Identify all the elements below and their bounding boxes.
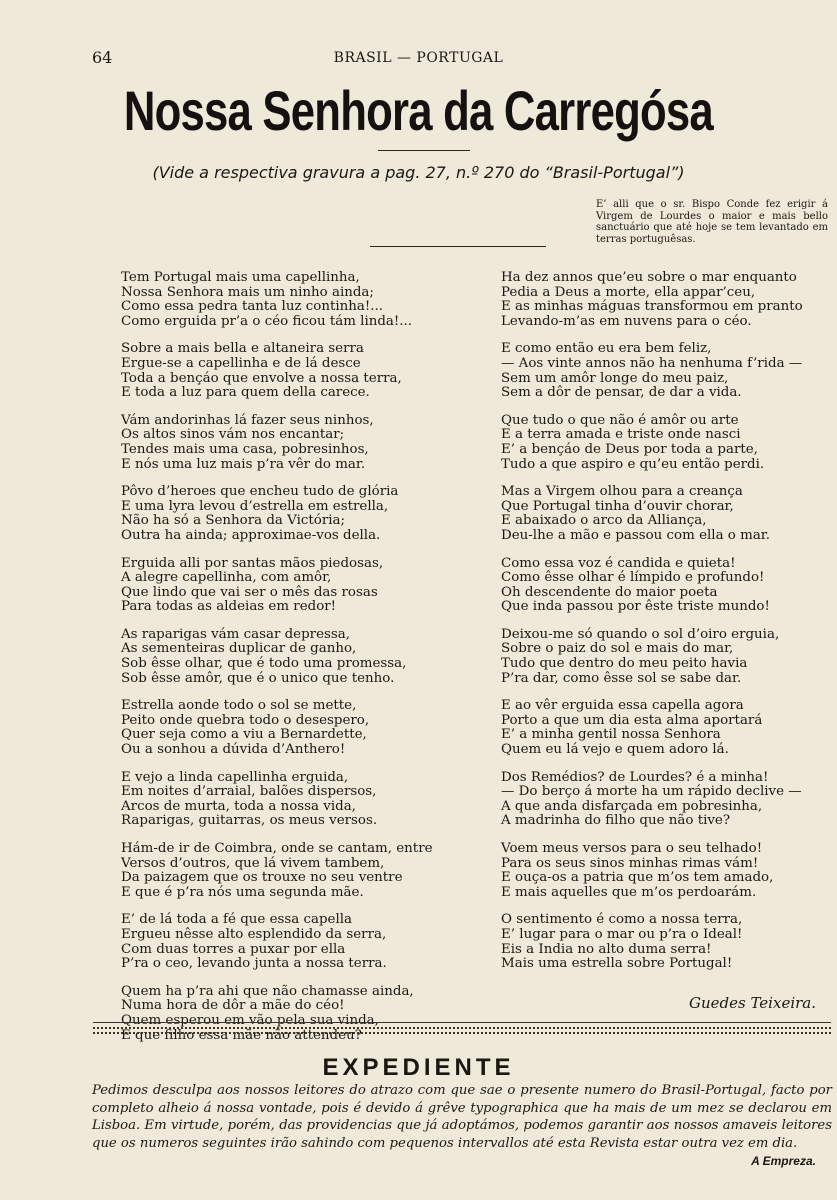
verse-line: Erguida alli por santas mãos piedosas, [121, 555, 384, 571]
verse-line: Como erguida pr’a o céo ficou tám linda!... [121, 313, 413, 329]
verse-line: — Aos vinte annos não ha nenhuma f’rida — [501, 355, 803, 371]
verse-line: Oh descendente do maior poeta [501, 584, 718, 600]
stanza [121, 842, 491, 900]
verse-line: Estrella aonde todo o sol se mette, [121, 698, 357, 714]
verse-line: Raparigas, guitarras, os meus versos. [121, 813, 378, 829]
running-title: BRASIL — PORTUGAL [333, 50, 504, 66]
verse-line: Sobre o paiz do sol e mais do mar, [501, 641, 734, 657]
stanza [501, 913, 801, 971]
stanza [121, 414, 491, 472]
verse-line: A que anda disfarçada em pobresinha, [501, 798, 763, 814]
verse-line: Peito onde quebra todo o desespero, [121, 712, 370, 728]
title-divider [378, 150, 470, 151]
verse-line: Outra ha ainda; approximae-vos della. [121, 527, 381, 543]
article-title: Nossa Senhora da Carregósa [123, 79, 713, 142]
verse-line: Com duas torres a puxar por ella [121, 941, 346, 957]
poem-signature: Guedes Teixeira. [689, 994, 816, 1012]
stanza [121, 557, 491, 615]
verse-line: E uma lyra levou d’estrella em estrella, [121, 498, 389, 514]
stanza [121, 628, 491, 686]
verse-line: E’ a bençáo de Deus por toda a parte, [501, 441, 758, 457]
ornamental-rule-top [93, 1022, 831, 1029]
epigraph: E’ alli que o sr. Bispo Conde fez erigir á Virgem de Lourdes o maior e mais bello sanctuário que até hoje se tem levantado em terras portuguêsas. [596, 199, 828, 245]
verse-line: E as minhas máguas transformou em pranto [501, 299, 803, 315]
verse-line: Levando-m’as em nuvens para o céo. [501, 313, 752, 329]
verse-line: Tendes mais uma casa, pobresinhos, [121, 441, 369, 457]
verse-line: E’ de lá toda a fé que essa capella [121, 912, 353, 928]
verse-line: Ergue-se a capellinha e de lá desce [121, 355, 361, 371]
verse-line: E abaixado o arco da Alliança, [501, 513, 707, 529]
verse-line: Como êsse olhar é límpido e profundo! [501, 570, 765, 586]
stanza [121, 271, 491, 329]
verse-line: Que Portugal tinha d’ouvir chorar, [501, 498, 734, 514]
verse-line: Como essa voz é candida e quieta! [501, 555, 736, 571]
verse-line: Dos Remédios? de Lourdes? é a minha! [501, 769, 769, 785]
stanza [501, 771, 801, 829]
verse-line: Pôvo d’heroes que encheu tudo de glória [121, 484, 399, 500]
page-number: 64 [92, 48, 113, 67]
verse-line: E como então eu era bem feliz, [501, 341, 712, 357]
stanza [121, 342, 491, 400]
verse-line: Para todas as aldeias em redor! [121, 599, 337, 615]
stanza [501, 342, 801, 400]
stanza [121, 771, 491, 829]
stanza [501, 699, 801, 757]
verse-line: E que filho essa mãe não attendeu? [121, 1027, 362, 1043]
stanza [501, 271, 801, 329]
verse-line: P’ra dar, como êsse sol se sabe dar. [501, 670, 742, 686]
verse-line: Tudo que dentro do meu peito havia [501, 656, 748, 672]
verse-line: Mais uma estrella sobre Portugal! [501, 956, 733, 972]
verse-line: Deixou-me só quando o sol d’oiro erguia, [501, 626, 780, 642]
verse-line: O sentimento é como a nossa terra, [501, 912, 743, 928]
verse-line: Deu-lhe a mão e passou com ella o mar. [501, 527, 770, 543]
verse-line: E mais aquelles que m’os perdoarám. [501, 884, 757, 900]
verse-line: E que é p’ra nós uma segunda mãe. [121, 884, 364, 900]
verse-line: Mas a Virgem olhou para a creança [501, 484, 743, 500]
verse-line: Que inda passou por êste triste mundo! [501, 599, 770, 615]
stanza [121, 913, 491, 971]
verse-line: E’ lugar para o mar ou p’ra o Ideal! [501, 926, 743, 942]
verse-line: Ou a sonhou a dúvida d’Anthero! [121, 742, 346, 758]
stanza [501, 414, 801, 472]
verse-line: Numa hora de dôr a mãe do céo! [121, 998, 345, 1014]
verse-line: Os altos sinos vám nos encantar; [121, 427, 345, 443]
verse-line: As raparigas vám casar depressa, [121, 626, 350, 642]
article-subtitle: (Vide a respectiva gravura a pag. 27, n.º 270 do “Brasil-Portugal”) [152, 163, 685, 182]
verse-line: Tudo a que aspiro e qu’eu então perdi. [501, 456, 765, 472]
verse-line: Sem a dôr de pensar, de dar a vida. [501, 385, 742, 401]
verse-line: Arcos de murta, toda a nossa vida, [121, 798, 356, 814]
verse-line: Para os seus sinos minhas rimas vám! [501, 855, 759, 871]
epigraph-divider [370, 246, 546, 247]
verse-line: Em noites d’arraial, balões dispersos, [121, 784, 377, 800]
stanza [501, 628, 801, 686]
stanza [501, 842, 801, 900]
verse-line: Quer seja como a viu a Bernardette, [121, 727, 367, 743]
stanza [121, 699, 491, 757]
ornamental-rule-bottom [93, 1032, 831, 1038]
verse-line: Ergueu nêsse alto esplendido da serra, [121, 926, 387, 942]
verse-line: Ha dez annos que’eu sobre o mar enquanto [501, 270, 797, 285]
stanza [121, 485, 491, 543]
verse-line: Eis a India no alto duma serra! [501, 941, 712, 957]
verse-line: Sobre a mais bella e altaneira serra [121, 341, 364, 357]
verse-line: Pedia a Deus a morte, ella appar’ceu, [501, 284, 756, 300]
verse-line: Nossa Senhora mais um ninho ainda; [121, 284, 374, 300]
verse-line: Da paizagem que os trouxe no seu ventre [121, 870, 403, 886]
verse-line: Toda a bençáo que envolve a nossa terra, [121, 370, 402, 386]
verse-line: Sob êsse amôr, que é o unico que tenho. [121, 670, 395, 686]
verse-line: E a terra amada e triste onde nasci [501, 427, 741, 443]
verse-line: Quem esperou em vão pela sua vinda, [121, 1012, 379, 1028]
notice-body: Pedimos desculpa aos nossos leitores do atrazo com que sae o presente numero do Brasil-Portugal, facto por completo alheio á nossa vontade, pois é devido á grêve typographica que ha mais de um mez se declarou em Lisboa. Em virtude, porém, das providencias que já adoptámos, podemos garantir aos nossos amaveis leitores que os numeros seguintes irão sahindo com pequenos intervallos até esta Revista estar outra vez em dia. [92, 1083, 832, 1151]
stanza [501, 557, 801, 615]
verse-line: — Do berço á morte ha um rápido declive — [501, 784, 802, 800]
verse-line: E ao vêr erguida essa capella agora [501, 698, 744, 714]
verse-line: P’ra o ceo, levando junta a nossa terra. [121, 956, 387, 972]
verse-line: A madrinha do filho que não tive? [501, 813, 731, 829]
verse-line: E’ a minha gentil nossa Senhora [501, 727, 721, 743]
verse-line: Não ha só a Senhora da Victória; [121, 513, 346, 529]
poem-right-column [501, 271, 801, 985]
verse-line: Quem ha p’ra ahi que não chamasse ainda, [121, 983, 414, 999]
verse-line: E vejo a linda capellinha erguida, [121, 769, 349, 785]
verse-line: Voem meus versos para o seu telhado! [501, 841, 763, 856]
verse-line: Tem Portugal mais uma capellinha, [121, 270, 360, 285]
verse-line: Sob êsse olhar, que é todo uma promessa, [121, 656, 407, 672]
verse-line: Que tudo o que não é amôr ou arte [501, 412, 739, 428]
notice-signature: A Empreza. [751, 1154, 816, 1168]
verse-line: Hám-de ir de Coimbra, onde se cantam, entre [121, 841, 433, 856]
notice-heading: EXPEDIENTE [322, 1054, 515, 1081]
verse-line: Sem um amôr longe do meu paiz, [501, 370, 729, 386]
verse-line: E toda a luz para quem della carece. [121, 385, 370, 401]
verse-line: E ouça-os a patria que m’os tem amado, [501, 870, 774, 886]
verse-line: A alegre capellinha, com amôr, [121, 570, 332, 586]
verse-line: Porto a que um dia esta alma aportará [501, 712, 763, 728]
verse-line: Que lindo que vai ser o mês das rosas [121, 584, 378, 600]
verse-line: Quem eu lá vejo e quem adoro lá. [501, 742, 729, 758]
verse-line: Como essa pedra tanta luz continha!... [121, 299, 384, 315]
poem-left-column [121, 271, 491, 1056]
verse-line: Vám andorinhas lá fazer seus ninhos, [121, 412, 374, 428]
stanza [501, 485, 801, 543]
verse-line: Versos d’outros, que lá vivem tambem, [121, 855, 385, 871]
verse-line: As sementeiras duplicar de ganho, [121, 641, 357, 657]
verse-line: E nós uma luz mais p’ra vêr do mar. [121, 456, 366, 472]
